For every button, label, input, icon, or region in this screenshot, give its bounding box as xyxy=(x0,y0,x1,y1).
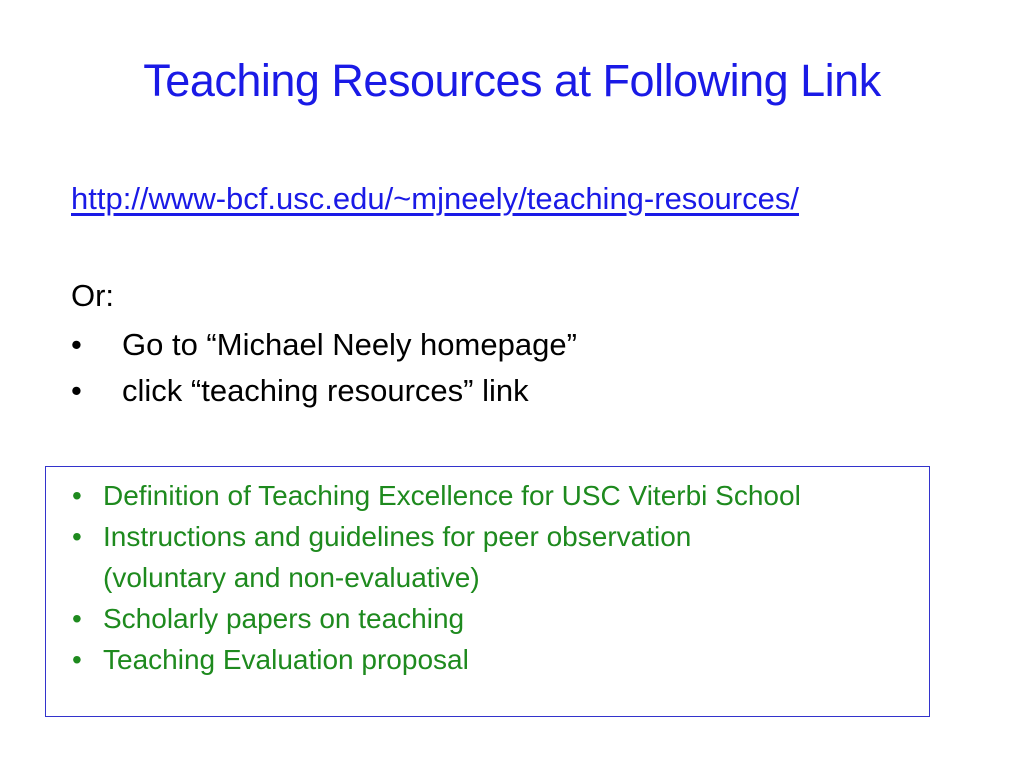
bullet-icon: • xyxy=(71,327,82,362)
bullet-icon: • xyxy=(71,373,82,408)
step-text: click “teaching resources” link xyxy=(122,373,529,408)
resource-item xyxy=(72,639,801,680)
resource-text: Instructions and guidelines for peer observation xyxy=(103,521,692,552)
step-text: Go to “Michael Neely homepage” xyxy=(122,327,577,362)
step-item xyxy=(71,322,577,368)
resource-item xyxy=(72,475,801,516)
resources-list xyxy=(72,475,801,680)
resource-item xyxy=(72,598,801,639)
bullet-icon: • xyxy=(72,603,82,634)
resource-text-continued: (voluntary and non-evaluative) xyxy=(103,562,480,593)
bullet-icon: • xyxy=(72,644,82,675)
step-item xyxy=(71,368,577,414)
resource-item xyxy=(72,516,801,598)
steps-list xyxy=(71,322,577,414)
resource-text: Teaching Evaluation proposal xyxy=(103,644,469,675)
slide-title: Teaching Resources at Following Link xyxy=(143,55,881,106)
bullet-icon: • xyxy=(72,521,82,552)
resources-box xyxy=(45,466,930,717)
or-label: Or: xyxy=(71,278,115,313)
resource-text: Scholarly papers on teaching xyxy=(103,603,465,634)
teaching-resources-link[interactable]: http://www-bcf.usc.edu/~mjneely/teaching-resources/ xyxy=(71,181,799,216)
resource-text: Definition of Teaching Excellence for USC Viterbi School xyxy=(103,480,801,511)
bullet-icon: • xyxy=(72,480,82,511)
